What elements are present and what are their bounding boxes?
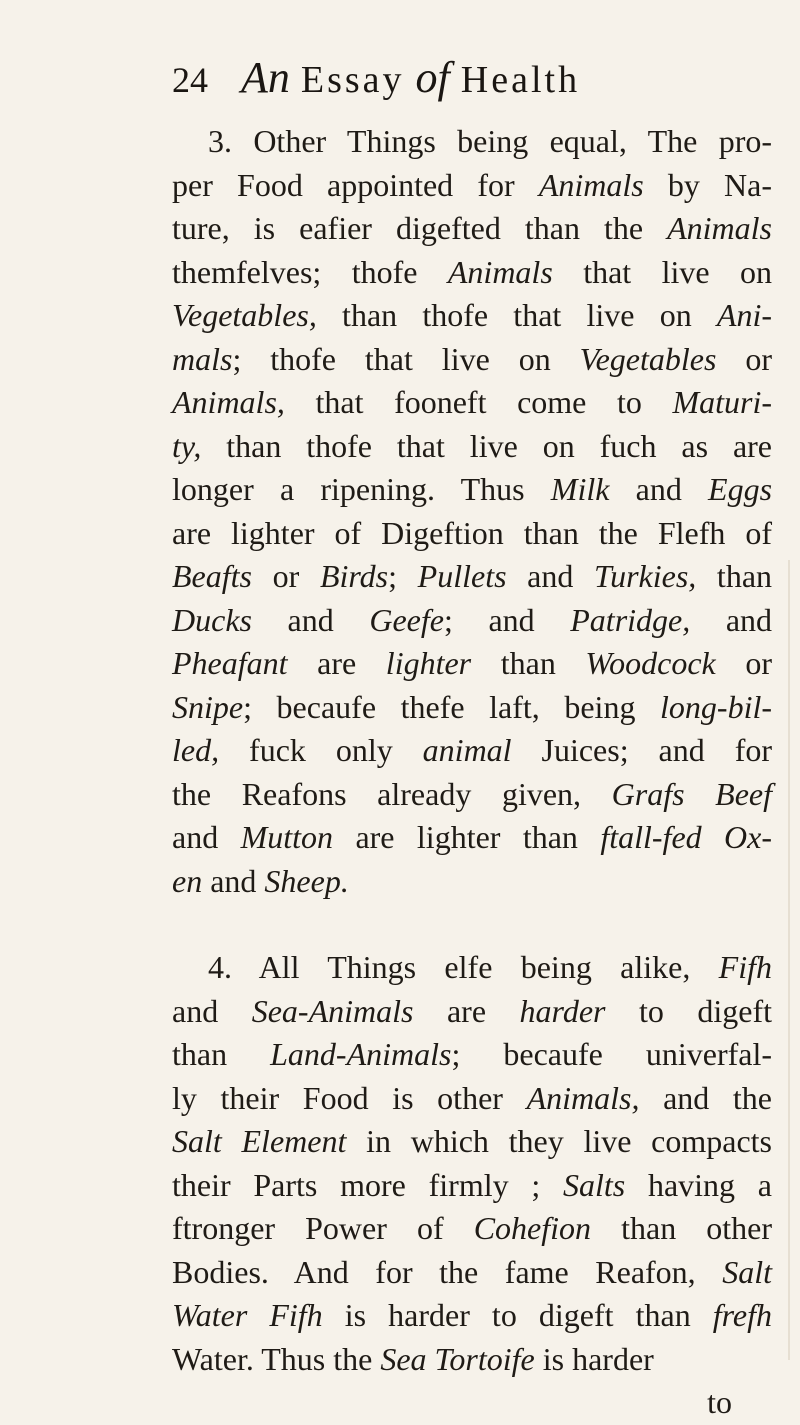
text-line: [172, 425, 772, 469]
text-run: in which they live compacts: [346, 1123, 773, 1159]
running-header: [172, 48, 732, 108]
italic-run: Vegetables: [579, 340, 717, 377]
text-run: than: [471, 645, 586, 681]
text-run: ly their Food is other: [172, 1079, 527, 1116]
italic-run: Milk: [550, 471, 610, 507]
text-run: and: [172, 992, 252, 1029]
text-run: Water. Thus the: [172, 1340, 381, 1377]
header-essay: Essay: [300, 59, 405, 101]
text-run: than other: [591, 1210, 773, 1246]
text-run: or: [716, 340, 772, 377]
text-run: is harder to digeft than: [322, 1297, 713, 1333]
text-line: [172, 1120, 772, 1164]
text-run: 3. Other Things being equal, The pro-: [208, 123, 772, 159]
text-run: are: [413, 992, 520, 1029]
italic-run: animal: [422, 732, 512, 768]
text-line: [172, 512, 772, 556]
text-line: [172, 773, 772, 817]
text-line: [172, 1077, 772, 1121]
text-line: [172, 729, 772, 773]
text-run: per Food appointed for: [172, 166, 539, 203]
italic-run: Pullets: [417, 558, 507, 594]
italic-run: Woodcock: [585, 645, 716, 681]
text-run: ; becaufe univerfal-: [451, 1036, 772, 1072]
text-line: [172, 207, 772, 251]
text-run: themfelves; thofe: [172, 253, 448, 290]
italic-run: long-bil-: [660, 688, 772, 725]
text-run: that live on: [552, 253, 772, 290]
italic-run: Ani-: [716, 297, 772, 333]
page-number: 24: [172, 60, 208, 100]
text-run: 4. All Things elfe being alike,: [208, 949, 719, 985]
text-run: ftronger Power of: [172, 1210, 474, 1246]
text-line: [172, 946, 772, 990]
text-run: ; becaufe thefe laft, being: [243, 688, 661, 725]
text-line: [172, 686, 772, 730]
header-an: An: [241, 53, 290, 102]
text-line: [172, 120, 772, 164]
text-run: by Na-: [643, 166, 772, 203]
italic-run: Grafs Beef: [611, 775, 772, 812]
text-run: and: [172, 819, 241, 855]
italic-run: Animals: [538, 166, 644, 203]
header-health: Health: [460, 59, 581, 101]
text-run: is harder: [534, 1340, 654, 1377]
text-run: are lighter of Digeftion than the Flefh of: [172, 514, 772, 551]
italic-run: Sea-Animals: [251, 992, 414, 1029]
text-line: [172, 1033, 772, 1077]
text-run: and: [506, 558, 595, 594]
text-run: and: [251, 601, 370, 638]
text-run: are: [287, 645, 386, 681]
text-line: [172, 164, 772, 208]
text-run: ;: [388, 558, 418, 594]
page-edge-shadow: [788, 560, 790, 1360]
text-line: [172, 555, 772, 599]
italic-run: Patridge,: [570, 601, 691, 638]
text-run: than thofe that live on fuch as are: [201, 427, 772, 464]
text-run: ture, is eafier digefted than the: [172, 210, 668, 246]
text-line: [172, 860, 772, 904]
text-line: [172, 338, 772, 382]
text-run: Juices; and for: [511, 732, 772, 768]
italic-run: Pheafant: [172, 645, 288, 681]
italic-run: Sea Tortoife: [380, 1340, 535, 1377]
italic-run: Animals,: [526, 1079, 640, 1116]
text-line: [172, 642, 772, 686]
text-run: fuck only: [219, 732, 423, 768]
text-line: [172, 251, 772, 295]
text-line: [172, 294, 772, 338]
italic-run: Animals,: [172, 384, 285, 420]
text-run: and the: [639, 1079, 773, 1116]
italic-run: Salt: [722, 1253, 772, 1290]
paragraph-4: [172, 946, 772, 1381]
text-line: [172, 381, 772, 425]
italic-run: lighter: [385, 645, 472, 681]
text-run: ; and: [443, 601, 571, 638]
italic-run: frefh: [712, 1297, 773, 1333]
italic-run: Ducks: [172, 601, 252, 638]
italic-run: Mutton: [240, 819, 334, 855]
italic-run: Salts: [562, 1166, 626, 1203]
text-run: that fooneft come to: [284, 384, 673, 420]
text-line: [172, 1294, 772, 1338]
text-line: [172, 1338, 772, 1382]
italic-run: Water Fifh: [172, 1297, 323, 1333]
text-run: are lighter than: [333, 819, 601, 855]
italic-run: Beafts: [172, 558, 252, 594]
text-run: than thofe that live on: [316, 297, 717, 333]
italic-run: Fifh: [718, 949, 772, 985]
text-run: and: [609, 471, 709, 507]
italic-run: ty,: [172, 427, 202, 464]
text-line: [172, 1207, 772, 1251]
text-line: [172, 816, 772, 860]
italic-run: Vegetables,: [172, 297, 317, 333]
text-run: ; thofe that live on: [232, 340, 580, 377]
text-run: than: [696, 558, 773, 594]
italic-run: Salt Element: [172, 1123, 347, 1159]
text-run: and: [202, 862, 265, 899]
italic-run: Land-Animals: [270, 1036, 452, 1072]
italic-run: Birds: [319, 558, 389, 594]
header-of: of: [415, 53, 450, 102]
italic-run: ftall-fed Ox-: [600, 819, 773, 855]
text-run: the Reafons already given,: [172, 775, 612, 812]
italic-run: Sheep.: [264, 862, 349, 899]
italic-run: Maturi-: [672, 384, 772, 420]
catchword: to: [707, 1384, 732, 1420]
italic-run: mals: [172, 340, 233, 377]
page-body: [172, 120, 772, 1425]
text-run: than: [172, 1036, 271, 1072]
text-line: [172, 599, 772, 643]
italic-run: Animals: [667, 210, 772, 246]
italic-run: en: [172, 862, 203, 899]
italic-run: Geefe: [369, 601, 444, 638]
text-run: or: [715, 645, 773, 681]
text-line: [172, 1164, 772, 1208]
italic-run: Snipe: [172, 688, 244, 725]
text-line: [172, 1251, 772, 1295]
paragraph-3: [172, 120, 772, 903]
text-run: to digeft: [605, 992, 773, 1029]
text-run: Bodies. And for the fame Reafon,: [172, 1253, 723, 1290]
text-run: or: [251, 558, 320, 594]
italic-run: led,: [172, 732, 220, 768]
text-line: [172, 468, 772, 512]
text-run: their Parts more firmly ;: [172, 1166, 563, 1203]
text-line: [172, 990, 772, 1034]
italic-run: Eggs: [708, 471, 773, 507]
text-run: and: [690, 601, 773, 638]
text-run: longer a ripening. Thus: [172, 471, 551, 507]
italic-run: Animals: [447, 253, 553, 290]
italic-run: Cohefion: [473, 1210, 592, 1246]
italic-run: harder: [519, 992, 606, 1029]
text-run: having a: [625, 1166, 773, 1203]
italic-run: Turkies,: [594, 558, 697, 594]
